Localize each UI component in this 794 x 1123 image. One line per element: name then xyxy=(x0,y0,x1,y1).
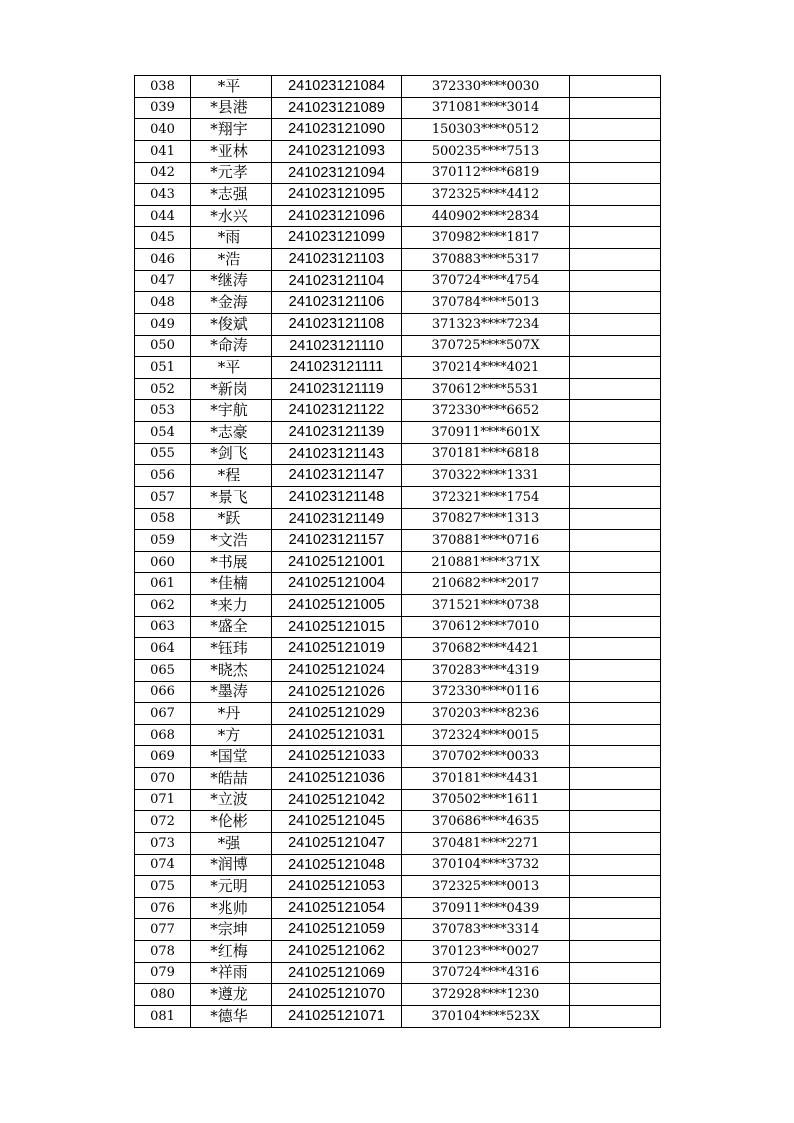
serial-number-cell: 053 xyxy=(135,400,191,422)
candidate-name-cell: *国堂 xyxy=(191,746,272,768)
candidate-name-cell: *宇航 xyxy=(191,400,272,422)
serial-number-cell: 059 xyxy=(135,530,191,552)
id-number-cell: 370827****1313 xyxy=(402,508,570,530)
candidate-name-cell: *雨 xyxy=(191,227,272,249)
table-row xyxy=(135,422,661,444)
id-number-cell: 370686****4635 xyxy=(402,811,570,833)
note-cell xyxy=(570,724,661,746)
serial-number-cell: 038 xyxy=(135,76,191,98)
id-number-cell: 372330****6652 xyxy=(402,400,570,422)
candidate-name-cell: *晓杰 xyxy=(191,659,272,681)
candidate-name-cell: *志豪 xyxy=(191,422,272,444)
table-row xyxy=(135,443,661,465)
table-row xyxy=(135,270,661,292)
table-row xyxy=(135,227,661,249)
serial-number-cell: 074 xyxy=(135,854,191,876)
serial-number-cell: 055 xyxy=(135,443,191,465)
table-row xyxy=(135,335,661,357)
exam-number-cell: 241023121095 xyxy=(272,184,402,206)
note-cell xyxy=(570,227,661,249)
candidate-name-cell: *县港 xyxy=(191,97,272,119)
table-row xyxy=(135,724,661,746)
exam-number-cell: 241023121157 xyxy=(272,530,402,552)
candidate-name-cell: *盛全 xyxy=(191,616,272,638)
serial-number-cell: 080 xyxy=(135,984,191,1006)
id-number-cell: 370112****6819 xyxy=(402,162,570,184)
table-row xyxy=(135,941,661,963)
exam-number-cell: 241025121059 xyxy=(272,919,402,941)
exam-number-cell: 241025121047 xyxy=(272,832,402,854)
serial-number-cell: 066 xyxy=(135,681,191,703)
candidate-name-cell: *润博 xyxy=(191,854,272,876)
candidate-name-cell: *平 xyxy=(191,76,272,98)
serial-number-cell: 046 xyxy=(135,249,191,271)
exam-number-cell: 241025121036 xyxy=(272,768,402,790)
table-row xyxy=(135,249,661,271)
candidate-name-cell: *翔宇 xyxy=(191,119,272,141)
id-number-cell: 370123****0027 xyxy=(402,941,570,963)
exam-number-cell: 241025121042 xyxy=(272,789,402,811)
candidate-name-cell: *宗坤 xyxy=(191,919,272,941)
id-number-cell: 370181****4431 xyxy=(402,768,570,790)
exam-number-cell: 241023121089 xyxy=(272,97,402,119)
table-row xyxy=(135,876,661,898)
serial-number-cell: 039 xyxy=(135,97,191,119)
candidate-name-cell: *丹 xyxy=(191,703,272,725)
table-row xyxy=(135,184,661,206)
exam-number-cell: 241023121103 xyxy=(272,249,402,271)
exam-number-cell: 241023121094 xyxy=(272,162,402,184)
serial-number-cell: 076 xyxy=(135,897,191,919)
candidate-name-cell: *元孝 xyxy=(191,162,272,184)
exam-number-cell: 241023121096 xyxy=(272,205,402,227)
candidate-table-body xyxy=(135,76,661,1028)
serial-number-cell: 068 xyxy=(135,724,191,746)
serial-number-cell: 050 xyxy=(135,335,191,357)
table-row xyxy=(135,573,661,595)
id-number-cell: 370104****3732 xyxy=(402,854,570,876)
table-row xyxy=(135,768,661,790)
id-number-cell: 370481****2271 xyxy=(402,832,570,854)
serial-number-cell: 077 xyxy=(135,919,191,941)
id-number-cell: 372325****0013 xyxy=(402,876,570,898)
exam-number-cell: 241025121033 xyxy=(272,746,402,768)
exam-number-cell: 241023121122 xyxy=(272,400,402,422)
serial-number-cell: 079 xyxy=(135,962,191,984)
serial-number-cell: 056 xyxy=(135,465,191,487)
table-row xyxy=(135,140,661,162)
table-row xyxy=(135,119,661,141)
table-row xyxy=(135,530,661,552)
table-row xyxy=(135,400,661,422)
serial-number-cell: 042 xyxy=(135,162,191,184)
table-row xyxy=(135,854,661,876)
note-cell xyxy=(570,443,661,465)
exam-number-cell: 241023121139 xyxy=(272,422,402,444)
id-number-cell: 370181****6818 xyxy=(402,443,570,465)
note-cell xyxy=(570,941,661,963)
table-row xyxy=(135,378,661,400)
serial-number-cell: 072 xyxy=(135,811,191,833)
candidate-name-cell: *新岗 xyxy=(191,378,272,400)
note-cell xyxy=(570,486,661,508)
candidate-table xyxy=(134,75,661,1028)
candidate-name-cell: *志强 xyxy=(191,184,272,206)
note-cell xyxy=(570,659,661,681)
exam-number-cell: 241025121048 xyxy=(272,854,402,876)
candidate-name-cell: *浩 xyxy=(191,249,272,271)
note-cell xyxy=(570,768,661,790)
note-cell xyxy=(570,573,661,595)
note-cell xyxy=(570,789,661,811)
exam-number-cell: 241025121015 xyxy=(272,616,402,638)
serial-number-cell: 054 xyxy=(135,422,191,444)
id-number-cell: 370784****5013 xyxy=(402,292,570,314)
candidate-name-cell: *兆帅 xyxy=(191,897,272,919)
id-number-cell: 372330****0030 xyxy=(402,76,570,98)
id-number-cell: 370203****8236 xyxy=(402,703,570,725)
exam-number-cell: 241025121062 xyxy=(272,941,402,963)
table-row xyxy=(135,292,661,314)
candidate-name-cell: *墨涛 xyxy=(191,681,272,703)
id-number-cell: 370883****5317 xyxy=(402,249,570,271)
table-row xyxy=(135,789,661,811)
id-number-cell: 370682****4421 xyxy=(402,638,570,660)
table-row xyxy=(135,162,661,184)
exam-number-cell: 241023121084 xyxy=(272,76,402,98)
id-number-cell: 370612****7010 xyxy=(402,616,570,638)
serial-number-cell: 064 xyxy=(135,638,191,660)
candidate-name-cell: *程 xyxy=(191,465,272,487)
table-row xyxy=(135,897,661,919)
note-cell xyxy=(570,313,661,335)
candidate-name-cell: *书展 xyxy=(191,551,272,573)
id-number-cell: 370502****1611 xyxy=(402,789,570,811)
table-row xyxy=(135,1005,661,1027)
candidate-name-cell: *伦彬 xyxy=(191,811,272,833)
exam-number-cell: 241025121029 xyxy=(272,703,402,725)
note-cell xyxy=(570,919,661,941)
note-cell xyxy=(570,184,661,206)
id-number-cell: 370702****0033 xyxy=(402,746,570,768)
exam-number-cell: 241025121070 xyxy=(272,984,402,1006)
note-cell xyxy=(570,270,661,292)
candidate-name-cell: *跃 xyxy=(191,508,272,530)
note-cell xyxy=(570,335,661,357)
note-cell xyxy=(570,357,661,379)
serial-number-cell: 043 xyxy=(135,184,191,206)
note-cell xyxy=(570,811,661,833)
id-number-cell: 372324****0015 xyxy=(402,724,570,746)
table-row xyxy=(135,595,661,617)
candidate-name-cell: *红梅 xyxy=(191,941,272,963)
serial-number-cell: 067 xyxy=(135,703,191,725)
candidate-name-cell: *强 xyxy=(191,832,272,854)
note-cell xyxy=(570,249,661,271)
exam-number-cell: 241025121019 xyxy=(272,638,402,660)
exam-number-cell: 241023121147 xyxy=(272,465,402,487)
id-number-cell: 370725****507X xyxy=(402,335,570,357)
candidate-name-cell: *德华 xyxy=(191,1005,272,1027)
exam-number-cell: 241025121069 xyxy=(272,962,402,984)
serial-number-cell: 063 xyxy=(135,616,191,638)
serial-number-cell: 040 xyxy=(135,119,191,141)
note-cell xyxy=(570,681,661,703)
exam-number-cell: 241023121090 xyxy=(272,119,402,141)
serial-number-cell: 052 xyxy=(135,378,191,400)
table-row xyxy=(135,638,661,660)
note-cell xyxy=(570,140,661,162)
note-cell xyxy=(570,746,661,768)
candidate-name-cell: *祥雨 xyxy=(191,962,272,984)
id-number-cell: 372325****4412 xyxy=(402,184,570,206)
serial-number-cell: 057 xyxy=(135,486,191,508)
table-row xyxy=(135,508,661,530)
note-cell xyxy=(570,984,661,1006)
note-cell xyxy=(570,897,661,919)
serial-number-cell: 070 xyxy=(135,768,191,790)
table-row xyxy=(135,313,661,335)
exam-number-cell: 241025121031 xyxy=(272,724,402,746)
id-number-cell: 370612****5531 xyxy=(402,378,570,400)
candidate-name-cell: *剑飞 xyxy=(191,443,272,465)
note-cell xyxy=(570,400,661,422)
table-row xyxy=(135,962,661,984)
table-row xyxy=(135,465,661,487)
note-cell xyxy=(570,292,661,314)
serial-number-cell: 078 xyxy=(135,941,191,963)
exam-number-cell: 241025121001 xyxy=(272,551,402,573)
exam-number-cell: 241023121148 xyxy=(272,486,402,508)
id-number-cell: 210881****371X xyxy=(402,551,570,573)
serial-number-cell: 069 xyxy=(135,746,191,768)
candidate-name-cell: *命涛 xyxy=(191,335,272,357)
exam-number-cell: 241025121071 xyxy=(272,1005,402,1027)
note-cell xyxy=(570,876,661,898)
note-cell xyxy=(570,703,661,725)
candidate-name-cell: *金海 xyxy=(191,292,272,314)
id-number-cell: 370724****4754 xyxy=(402,270,570,292)
id-number-cell: 370783****3314 xyxy=(402,919,570,941)
candidate-name-cell: *景飞 xyxy=(191,486,272,508)
id-number-cell: 370911****601X xyxy=(402,422,570,444)
serial-number-cell: 051 xyxy=(135,357,191,379)
exam-number-cell: 241025121005 xyxy=(272,595,402,617)
serial-number-cell: 048 xyxy=(135,292,191,314)
id-number-cell: 372330****0116 xyxy=(402,681,570,703)
table-row xyxy=(135,746,661,768)
id-number-cell: 371521****0738 xyxy=(402,595,570,617)
exam-number-cell: 241025121054 xyxy=(272,897,402,919)
candidate-name-cell: *钰玮 xyxy=(191,638,272,660)
candidate-name-cell: *继涛 xyxy=(191,270,272,292)
exam-number-cell: 241023121099 xyxy=(272,227,402,249)
table-row xyxy=(135,832,661,854)
table-row xyxy=(135,486,661,508)
table-row xyxy=(135,616,661,638)
candidate-name-cell: *遵龙 xyxy=(191,984,272,1006)
candidate-name-cell: *来力 xyxy=(191,595,272,617)
table-row xyxy=(135,703,661,725)
serial-number-cell: 044 xyxy=(135,205,191,227)
exam-number-cell: 241023121143 xyxy=(272,443,402,465)
table-row xyxy=(135,205,661,227)
candidate-name-cell: *佳楠 xyxy=(191,573,272,595)
exam-number-cell: 241025121026 xyxy=(272,681,402,703)
candidate-name-cell: *平 xyxy=(191,357,272,379)
exam-number-cell: 241023121119 xyxy=(272,378,402,400)
table-row xyxy=(135,811,661,833)
table-row xyxy=(135,551,661,573)
candidate-name-cell: *文浩 xyxy=(191,530,272,552)
serial-number-cell: 065 xyxy=(135,659,191,681)
table-row xyxy=(135,919,661,941)
candidate-name-cell: *水兴 xyxy=(191,205,272,227)
table-row xyxy=(135,681,661,703)
id-number-cell: 370214****4021 xyxy=(402,357,570,379)
id-number-cell: 370104****523X xyxy=(402,1005,570,1027)
note-cell xyxy=(570,205,661,227)
exam-number-cell: 241025121024 xyxy=(272,659,402,681)
candidate-name-cell: *俊斌 xyxy=(191,313,272,335)
note-cell xyxy=(570,551,661,573)
note-cell xyxy=(570,854,661,876)
note-cell xyxy=(570,119,661,141)
exam-number-cell: 241025121053 xyxy=(272,876,402,898)
note-cell xyxy=(570,97,661,119)
note-cell xyxy=(570,508,661,530)
note-cell xyxy=(570,595,661,617)
id-number-cell: 370283****4319 xyxy=(402,659,570,681)
note-cell xyxy=(570,1005,661,1027)
note-cell xyxy=(570,530,661,552)
serial-number-cell: 060 xyxy=(135,551,191,573)
id-number-cell: 371081****3014 xyxy=(402,97,570,119)
table-row xyxy=(135,984,661,1006)
exam-number-cell: 241025121045 xyxy=(272,811,402,833)
serial-number-cell: 075 xyxy=(135,876,191,898)
note-cell xyxy=(570,832,661,854)
id-number-cell: 370724****4316 xyxy=(402,962,570,984)
note-cell xyxy=(570,465,661,487)
exam-number-cell: 241023121108 xyxy=(272,313,402,335)
id-number-cell: 370911****0439 xyxy=(402,897,570,919)
id-number-cell: 150303****0512 xyxy=(402,119,570,141)
table-row xyxy=(135,97,661,119)
serial-number-cell: 071 xyxy=(135,789,191,811)
id-number-cell: 370881****0716 xyxy=(402,530,570,552)
note-cell xyxy=(570,76,661,98)
candidate-name-cell: *方 xyxy=(191,724,272,746)
exam-number-cell: 241025121004 xyxy=(272,573,402,595)
note-cell xyxy=(570,162,661,184)
serial-number-cell: 049 xyxy=(135,313,191,335)
note-cell xyxy=(570,422,661,444)
exam-number-cell: 241023121106 xyxy=(272,292,402,314)
candidate-name-cell: *元明 xyxy=(191,876,272,898)
exam-number-cell: 241023121110 xyxy=(272,335,402,357)
exam-number-cell: 241023121104 xyxy=(272,270,402,292)
table-row xyxy=(135,659,661,681)
id-number-cell: 372928****1230 xyxy=(402,984,570,1006)
table-row xyxy=(135,357,661,379)
serial-number-cell: 058 xyxy=(135,508,191,530)
id-number-cell: 370982****1817 xyxy=(402,227,570,249)
exam-number-cell: 241023121111 xyxy=(272,357,402,379)
serial-number-cell: 045 xyxy=(135,227,191,249)
candidate-name-cell: *皓喆 xyxy=(191,768,272,790)
serial-number-cell: 073 xyxy=(135,832,191,854)
id-number-cell: 440902****2834 xyxy=(402,205,570,227)
candidate-name-cell: *亚林 xyxy=(191,140,272,162)
note-cell xyxy=(570,616,661,638)
serial-number-cell: 041 xyxy=(135,140,191,162)
id-number-cell: 370322****1331 xyxy=(402,465,570,487)
serial-number-cell: 081 xyxy=(135,1005,191,1027)
id-number-cell: 372321****1754 xyxy=(402,486,570,508)
note-cell xyxy=(570,962,661,984)
id-number-cell: 371323****7234 xyxy=(402,313,570,335)
serial-number-cell: 047 xyxy=(135,270,191,292)
table-row xyxy=(135,76,661,98)
serial-number-cell: 061 xyxy=(135,573,191,595)
exam-number-cell: 241023121093 xyxy=(272,140,402,162)
id-number-cell: 210682****2017 xyxy=(402,573,570,595)
note-cell xyxy=(570,638,661,660)
serial-number-cell: 062 xyxy=(135,595,191,617)
candidate-name-cell: *立波 xyxy=(191,789,272,811)
note-cell xyxy=(570,378,661,400)
exam-number-cell: 241023121149 xyxy=(272,508,402,530)
id-number-cell: 500235****7513 xyxy=(402,140,570,162)
